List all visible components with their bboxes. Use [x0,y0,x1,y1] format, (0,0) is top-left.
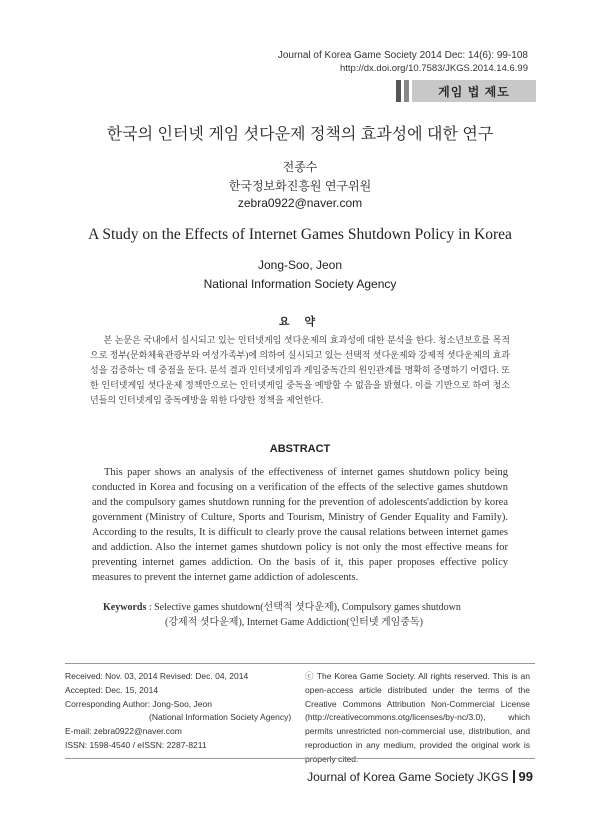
korean-email[interactable]: zebra0922@naver.com [237,196,363,210]
english-affiliation: National Information Society Agency [203,277,397,291]
keywords-label: Keywords [103,602,147,613]
corresponding-author: Corresponding Author: Jong-Soo, Jeon [65,698,212,709]
meta-divider [65,663,535,664]
section-label: 게임 법 제도 [412,80,536,102]
page-number: 99 [518,769,533,784]
footer-divider [65,758,535,759]
doi-link[interactable]: http://dx.doi.org/10.7583/JKGS.2014.14.6.99 [339,63,528,74]
author-email[interactable]: E-mail: zebra0922@naver.com [65,726,182,737]
section-label-bar [396,80,536,102]
license-notice: ⓒ The Korea Game Society. All rights reserved. This is an open-access article distributed under the terms of the Creative Commons Attribution Non-Commercial License (http://creativecommons.otg/licenses/by-nc/3.0), which permits unrestricted non-commercial use, distribution, and reproduction in any medium, provided the original work is properly cited. [305,671,530,764]
article-meta [65,670,300,753]
korean-affiliation: 한국정보화진흥원 연구위원 [228,179,372,193]
footer-journal: Journal of Korea Game Society JKGS [307,769,509,784]
accepted-date: Accepted: Dec. 15, 2014 [65,684,159,695]
page-footer [307,769,533,784]
section-bar-stub [396,80,401,102]
abstract-body: This paper shows an analysis of the effectiveness of internet games shutdown policy being conducted in Korea and focusing on a verification of the effects of the selective games shutdown and the compulsory games shutdown running for the prevention of adolescents'addiction by korea government (Ministry of Culture, Sports and Tourism, Ministry of Gender Equality and Family). According to the results, It is difficult to clearly prove the causal relations between internet games and addiction. Also the internet games shutdown policy is not only the most effective means for preventing internet games addiction. On the basis of it, this paper proposes effective policy measures to prevent the internet game addiction of adolescents. [92,467,508,583]
korean-title: 한국의 인터넷 게임 셧다운제 정책의 효과성에 대한 연구 [106,126,494,143]
received-date: Received: Nov. 03, 2014 Revised: Dec. 04, 2014 [65,671,249,681]
issn: ISSN: 1598-4540 / eISSN: 2287-8211 [65,739,207,750]
keywords-line2: (강제적 셧다운제), Internet Game Addiction(인터넷 게임중독) [165,617,423,628]
korean-abstract-heading: 요 약 [278,316,322,328]
journal-citation: Journal of Korea Game Society 2014 Dec: 14(6): 99-108 [277,50,528,61]
footer-separator [513,770,515,783]
english-title: A Study on the Effects of Internet Games Shutdown Policy in Korea [88,226,512,243]
section-bar-stub [404,80,409,102]
korean-author: 전종수 [282,160,318,174]
english-author: Jong-Soo, Jeon [257,258,343,272]
abstract-heading: ABSTRACT [269,443,331,455]
keywords-line1: : Selective games shutdown(선택적 셧다운제), Compulsory games shutdown [146,602,461,613]
korean-abstract-body: 본 논문은 국내에서 실시되고 있는 인터넷게임 셧다운제의 효과성에 대한 분석을 한다. 청소년보호를 목적으로 정부(문화체육관광부와 여성가족부)에 의하여 실시되고 있는 선택적 셧다운제와 강제적 셧다운제의 효과성을 검증하는 데 중점을 둔다. 분석 결과 인터넷게임과 게임중독간의 원인관계를 명확히 증명하기 어렵다. 또한 인터넷게임 셧다운제 정책만으로는 인터넷게임 중독을 예방할 수 없음을 밝혔다. 이를 기반으로 하여 청소년들의 인터넷게임 중독예방을 위한 다양한 정책을 제언한다. [90,335,510,405]
keywords [103,600,523,630]
corresponding-affiliation: (National Information Society Agency) [149,712,292,723]
